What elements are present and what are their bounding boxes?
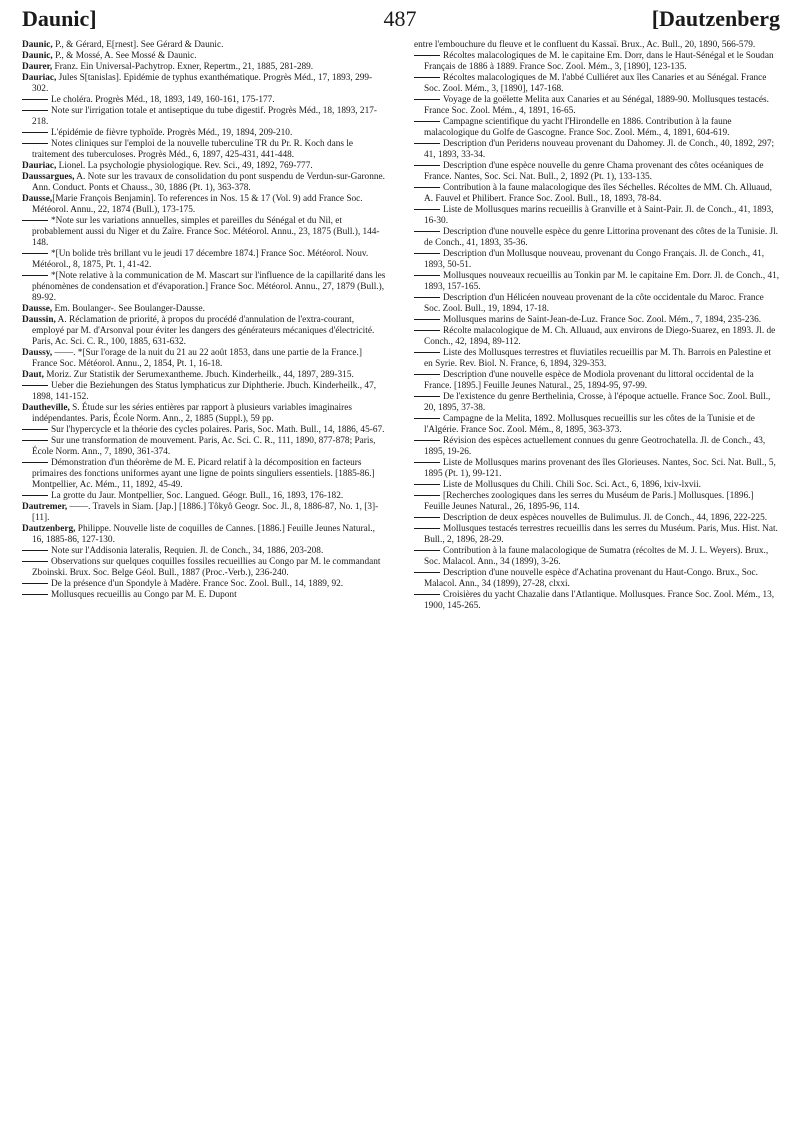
ditto-dash (414, 418, 440, 419)
entry-text: Liste de Mollusques marins provenant des îles Glorieuses. Nantes, Soc. Sci. Nat. Bull., 5, 1895 (Pt. 1), 99-121. (424, 458, 776, 479)
entry-text: Contribution à la faune malacologique de Sumatra (récoltes de M. J. L. Weyers). Brux., Soc. Malacol. Ann., 34 (1899), 3-26. (424, 546, 769, 567)
ditto-dash (414, 330, 440, 331)
ditto-dash (414, 550, 440, 551)
ditto-dash (414, 517, 440, 518)
ditto-dash (414, 187, 440, 188)
bibliography-entry (22, 73, 388, 95)
header-left-term: Daunic] (22, 6, 97, 31)
bibliography-entry (414, 227, 780, 249)
entry-text: Jules S[tanislas]. Epidémie de typhus exanthématique. Progrès Méd., 17, 1893, 299-302. (32, 73, 373, 94)
bibliography-entry (414, 161, 780, 183)
bibliography-entry (22, 579, 388, 590)
ditto-dash (414, 462, 440, 463)
bibliography-entry (22, 95, 388, 106)
entry-text: L'épidémie de fièvre typhoïde. Progrès Méd., 19, 1894, 209-210. (51, 128, 293, 138)
entry-text: ——. *[Sur l'orage de la nuit du 21 au 22 août 1853, dans une partie de la France.] France Soc. Météorol. Annu., 2, 1854, Pt. 1, 16-18. (32, 348, 362, 369)
ditto-dash (414, 352, 440, 353)
ditto-dash (22, 110, 48, 111)
entry-text: Récoltes malacologiques de M. l'abbé Culliéret aux îles Canaries et au Sénégal. France Soc. Zool. Mém., 3, [1890], 147-168. (424, 73, 767, 94)
entry-text: Description d'un Mollusque nouveau, provenant du Congo Français. Jl. de Conch., 41, 1893, 50-51. (424, 249, 765, 270)
bibliography-entry (22, 381, 388, 403)
ditto-dash (414, 484, 440, 485)
ditto-dash (22, 429, 48, 430)
ditto-dash (22, 385, 48, 386)
ditto-dash (414, 231, 440, 232)
bibliography-entry (22, 62, 388, 73)
entry-text: Récoltes malacologiques de M. le capitaine Em. Dorr, dans le Haut-Sénégal et le Soudan Français de 1886 à 1889. France Soc. Zool. Mém., 3, [1890], 123-135. (424, 51, 774, 72)
entry-text: Campagne de la Melita, 1892. Mollusques recueillis sur les côtes de la Tunisie et de l'Algérie. France Soc. Zool. Mém., 8, 1895, 363-373. (424, 414, 755, 435)
bibliography-entry (414, 117, 780, 139)
bibliography-entry (414, 370, 780, 392)
bibliography-entry (22, 590, 388, 601)
ditto-dash (22, 132, 48, 133)
entry-text: Moriz. Zur Statistik der Serumexantheme. Jbuch. Kinderheilk., 44, 1897, 289-315. (43, 370, 354, 380)
entry-author: Daussargues, (22, 172, 75, 182)
bibliography-entry (22, 139, 388, 161)
bibliography-entry (414, 524, 780, 546)
bibliography-entry (414, 271, 780, 293)
entry-text: Franz. Ein Universal-Pachytrop. Exner, Repertm., 21, 1885, 281-289. (52, 62, 314, 72)
entry-text: Démonstration d'un théorème de M. E. Picard relatif à la décomposition en facteurs primaires des fonctions uniformes ayant une ligne de points singuliers essentiels. [1885-86.] Montpellier, Ac. Mém., 11, 1892, 45-49. (32, 458, 375, 490)
entry-text: Liste de Mollusques marins recueillis à Granville et à Saint-Pair. Jl. de Conch., 41, 1893, 16-30. (424, 205, 774, 226)
bibliography-entry (22, 128, 388, 139)
ditto-dash (414, 165, 440, 166)
entry-author: Dautzenberg, (22, 524, 76, 534)
bibliography-entry (414, 590, 780, 612)
bibliography-entry (22, 304, 388, 315)
ditto-dash (22, 462, 48, 463)
entry-text: Em. Boulanger-. See Boulanger-Dausse. (52, 304, 205, 314)
entry-text: Liste des Mollusques terrestres et fluviatiles recueillis par M. Th. Barrois en Palestine et en Syrie. Rev. Biol. N. France, 6, 1894, 329-353. (424, 348, 771, 369)
entry-text: Observations sur quelques coquilles fossiles recueillies au Congo par M. le commandant Zboinski. Brux. Soc. Belge Géol. Bull., 1887 (Proc.-Verb.), 236-240. (32, 557, 381, 578)
entry-text: Mollusques recueillis au Congo par M. E. Dupont (51, 590, 237, 600)
entry-text: Description d'une espèce nouvelle du genre Chama provenant des côtes océaniques de France. Nantes, Soc. Sci. Nat. Bull., 2, 1892 (Pt. 1), 133-135. (424, 161, 764, 182)
entry-text: Philippe. Nouvelle liste de coquilles de Cannes. [1886.] Feuille Jeunes Natural., 16, 1885-86, 127-130. (32, 524, 375, 545)
bibliography-entry (22, 370, 388, 381)
right-column (414, 40, 780, 612)
entry-text: ——. Travels in Siam. [Jap.] [1886.] Tôkyô Geogr. Soc. Jl., 8, 1886-87, No. 1, [3]-[11]. (32, 502, 379, 523)
ditto-dash (414, 374, 440, 375)
bibliography-entry (414, 436, 780, 458)
entry-text: [Marie François Benjamin]. To references in Nos. 15 & 17 (Vol. 9) add France Soc. Météorol. Annu., 22, 1874 (Bull.), 173-175. (32, 194, 363, 215)
bibliography-entry (22, 40, 388, 51)
bibliography-entry (414, 546, 780, 568)
entry-text: S. Étude sur les séries entières par rapport à plusieurs variables imaginaires indépendantes. Paris, École Norm. Ann., 2, 1885 (Suppl.), 59 pp. (32, 403, 352, 424)
bibliography-entry (414, 183, 780, 205)
left-column (22, 40, 388, 601)
entry-text: [Recherches zoologiques dans les serres du Muséum de Paris.] Mollusques. [1896.] Feuille Jeunes Natural., 26, 1895-96, 114. (424, 491, 754, 512)
entry-text: P., & Mossé, A. See Mossé & Daunic. (52, 51, 197, 61)
entry-text: entre l'embouchure du fleuve et le confluent du Kassaï. Brux., Ac. Bull., 20, 1890, 566-579. (414, 40, 756, 50)
entry-text: De l'existence du genre Berthelinia, Crosse, à l'époque actuelle. France Soc. Zool. Bull., 20, 1895, 37-38. (424, 392, 771, 413)
entry-text: Note sur l'Addisonia lateralis, Requien. Jl. de Conch., 34, 1886, 203-208. (51, 546, 324, 556)
entry-text: Description d'un Periderıs nouveau provenant du Dahomey. Jl. de Conch., 40, 1892, 297; 41, 1893, 33-34. (424, 139, 775, 160)
bibliography-entry (414, 513, 780, 524)
entry-text: Description d'une nouvelle espèce d'Achatina provenant du Haut-Congo. Brux., Soc. Malacol. Ann., 34 (1899), 27-28, clxxi. (424, 568, 758, 589)
bibliography-entry (22, 51, 388, 62)
ditto-dash (414, 594, 440, 595)
bibliography-entry (22, 348, 388, 370)
ditto-dash (414, 440, 440, 441)
bibliography-entry (22, 524, 388, 546)
entry-text: *[Note relative à la communication de M. Mascart sur l'influence de la capillarité dans les phénomènes de condensation et d'évaporation.] France Soc. Météorol. Annu., 27, 1879 (Bull.), 89-92. (32, 271, 386, 303)
bibliography-entry (414, 40, 780, 51)
entry-text: Voyage de la goëlette Melita aux Canaries et au Sénégal, 1889-90. Mollusques testacés. France Soc. Zool. Mém., 4, 1891, 16-65. (424, 95, 769, 116)
bibliography-entry (414, 139, 780, 161)
bibliography-entry (22, 271, 388, 304)
entry-text: Sur l'hypercycle et la théorie des cycles polaires. Paris, Soc. Math. Bull., 14, 1886, 45-67. (51, 425, 385, 435)
ditto-dash (22, 561, 48, 562)
entry-text: Contribution à la faune malacologique des îles Séchelles. Récoltes de MM. Ch. Alluaud, A. Fauvel et Philibert. France Soc. Zool. Bull., 18, 1893, 78-84. (424, 183, 772, 204)
entry-text: *[Un bolide très brillant vu le jeudi 17 décembre 1874.] France Soc. Météorol. Nouv. Météorol., 8, 1875, Pt. 1, 41-42. (32, 249, 369, 270)
ditto-dash (22, 220, 48, 221)
ditto-dash (414, 121, 440, 122)
bibliography-entry (22, 161, 388, 172)
ditto-dash (414, 77, 440, 78)
entry-author: Dautheville, (22, 403, 70, 413)
bibliography-entry (22, 502, 388, 524)
bibliography-entry (414, 480, 780, 491)
entry-text: Révision des espèces actuellement connues du genre Geotrochatella. Jl. de Conch., 43, 1895, 19-26. (424, 436, 766, 457)
bibliography-entry (414, 95, 780, 117)
bibliography-entry (22, 425, 388, 436)
entry-text: Description d'une nouvelle espèce du genre Littorina provenant des côtes de la Tunisie. Jl. de Conch., 41, 1893, 35-36. (424, 227, 778, 248)
entry-text: Notes cliniques sur l'emploi de la nouvelle tuberculine TR du Pr. R. Koch dans le traitement des tuberculoses. Progrès Méd., 6, 1897, 425-431, 441-448. (32, 139, 354, 160)
entry-author: Daussy, (22, 348, 53, 358)
entry-text: *Note sur les variations annuelles, simples et pareilles du Sénégal et du Nil, et probablement aussi du Niger et du Zaïre. France Soc. Météorol. Annu., 23, 1875 (Bull.), 144-148. (32, 216, 380, 248)
entry-author: Daut, (22, 370, 44, 380)
entry-author: Daunic, (22, 51, 53, 61)
entry-text: Lionel. La psychologie physiologique. Rev. Sci., 49, 1892, 769-777. (56, 161, 313, 171)
header-right-term: [Dautzenberg (651, 6, 780, 31)
bibliography-entry (22, 403, 388, 425)
ditto-dash (414, 572, 440, 573)
entry-text: Mollusques nouveaux recueillis au Tonkin par M. le capitaine Em. Dorr. Jl. de Conch., 41, 1893, 157-165. (424, 271, 780, 292)
ditto-dash (22, 440, 48, 441)
entry-author: Dauriac, (22, 73, 57, 83)
entry-text: Description d'un Hélicéen nouveau provenant de la côte occidentale du Maroc. France Soc. Zool. Bull., 19, 1894, 17-18. (424, 293, 764, 314)
bibliography-entry (414, 568, 780, 590)
ditto-dash (414, 319, 440, 320)
ditto-dash (22, 594, 48, 595)
ditto-dash (414, 55, 440, 56)
bibliography-entry (414, 458, 780, 480)
bibliography-entry (22, 172, 388, 194)
bibliography-entry (22, 491, 388, 502)
ditto-dash (22, 550, 48, 551)
ditto-dash (22, 275, 48, 276)
bibliography-entry (22, 436, 388, 458)
ditto-dash (414, 528, 440, 529)
entry-text: Note sur l'irrigation totale et antiseptique du tube digestif. Progrès Méd., 18, 1893, 217-218. (32, 106, 377, 127)
ditto-dash (22, 495, 48, 496)
entry-text: Croisières du yacht Chazalie dans l'Atlantique. Mollusques. France Soc. Zool. Mém., 13, 1900, 145-265. (424, 590, 775, 611)
entry-text: Récolte malacologique de M. Ch. Alluaud, aux environs de Diego-Suarez, en 1893. Jl. de Conch., 42, 1894, 89-112. (424, 326, 776, 347)
bibliography-entry (22, 194, 388, 216)
bibliography-entry (22, 546, 388, 557)
entry-text: Description de deux espèces nouvelles de Bulimulus. Jl. de Conch., 44, 1896, 222-225. (443, 513, 768, 523)
entry-author: Dautremer, (22, 502, 68, 512)
bibliography-entry (414, 414, 780, 436)
ditto-dash (414, 209, 440, 210)
ditto-dash (22, 583, 48, 584)
bibliography-entry (22, 249, 388, 271)
ditto-dash (414, 275, 440, 276)
bibliography-entry (414, 205, 780, 227)
ditto-dash (414, 253, 440, 254)
entry-text: A. Réclamation de priorité, à propos du procédé d'annulation de l'extra-courant, employé par M. d'Arsonval pour éviter les dangers des générateurs mécaniques d'électricité. Paris, Ac. Sci. C. R., 100, 1885, 631-632. (32, 315, 375, 347)
bibliography-entry (22, 315, 388, 348)
entry-text: Mollusques marins de Saint-Jean-de-Luz. France Soc. Zool. Mém., 7, 1894, 235-236. (443, 315, 762, 325)
ditto-dash (22, 143, 48, 144)
bibliography-entry (414, 348, 780, 370)
entry-author: Dausse, (22, 304, 53, 314)
bibliography-entry (22, 106, 388, 128)
entry-author: Dausse, (22, 194, 53, 204)
ditto-dash (414, 396, 440, 397)
bibliography-entry (22, 557, 388, 579)
ditto-dash (414, 143, 440, 144)
ditto-dash (414, 297, 440, 298)
entry-text: Liste de Mollusques du Chili. Chili Soc. Sci. Act., 6, 1896, lxiv-lxvii. (443, 480, 701, 490)
entry-author: Daunic, (22, 40, 53, 50)
entry-text: Campagne scientifique du yacht l'Hirondelle en 1886. Contribution à la faune malacologique du Golfe de Gascogne. France Soc. Zool. Mém., 4, 1891, 604-619. (424, 117, 732, 138)
entry-text: De la présence d'un Spondyle à Madère. France Soc. Zool. Bull., 14, 1889, 92. (51, 579, 344, 589)
bibliography-entry (22, 216, 388, 249)
ditto-dash (414, 495, 440, 496)
ditto-dash (414, 99, 440, 100)
page-header (0, 4, 800, 38)
entry-text: Ueber die Beziehungen des Status lymphaticus zur Diphtherie. Jbuch. Kinderheilk., 47, 1898, 141-152. (32, 381, 377, 402)
bibliography-entry (414, 249, 780, 271)
ditto-dash (22, 253, 48, 254)
entry-text: La grotte du Jaur. Montpellier, Soc. Langued. Géogr. Bull., 16, 1893, 176-182. (51, 491, 344, 501)
entry-text: Mollusques testacés terrestres recueillis dans les serres du Muséum. Paris, Mus. Hist. Nat. Bull., 2, 1896, 28-29. (424, 524, 778, 545)
bibliography-entry (22, 458, 388, 491)
bibliography-entry (414, 73, 780, 95)
entry-text: Description d'une nouvelle espèce de Modiola provenant du littoral occidental de la France. [1895.] Feuille Jeunes Natural., 25, 1894-95, 97-99. (424, 370, 754, 391)
entry-text: A. Note sur les travaux de consolidation du pont suspendu de Verdun-sur-Garonne. Ann. Conduct. Ponts et Chauss., 30, 1886 (Pt. 1), 363-378. (32, 172, 385, 193)
entry-text: P., & Gérard, E[rnest]. See Gérard & Daunic. (52, 40, 224, 50)
entry-text: Sur une transformation de mouvement. Paris, Ac. Sci. C. R., 111, 1890, 877-878; Paris, École Norm. Ann., 7, 1890, 361-374. (32, 436, 376, 457)
bibliography-entry (414, 326, 780, 348)
bibliography-entry (414, 491, 780, 513)
entry-author: Dauriac, (22, 161, 57, 171)
page-number: 487 (383, 6, 417, 31)
bibliography-entry (414, 392, 780, 414)
bibliography-entry (414, 51, 780, 73)
entry-author: Daussin, (22, 315, 56, 325)
bibliography-entry (414, 315, 780, 326)
entry-text: Le choléra. Progrès Méd., 18, 1893, 149, 160-161, 175-177. (51, 95, 275, 105)
ditto-dash (22, 99, 48, 100)
entry-author: Daurer, (22, 62, 53, 72)
bibliography-entry (414, 293, 780, 315)
